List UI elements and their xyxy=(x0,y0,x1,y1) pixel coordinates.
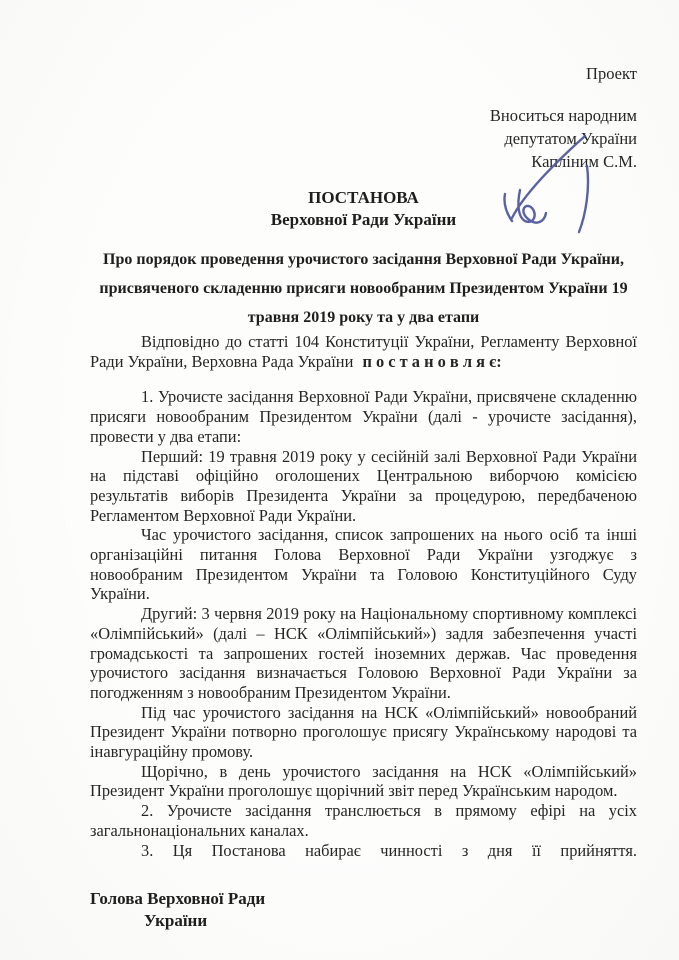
resolution-body xyxy=(90,387,637,860)
body-paragraph-7: 2. Урочисте засідання транслюється в прямому ефірі на усіх загальнонаціональних каналах. xyxy=(90,801,637,840)
body-paragraph-5: Під час урочистого засідання на НСК «Олімпійський» новообраний Президент України потворно проголошує присягу Українському народові та інавгураційну промову. xyxy=(90,702,637,762)
submitter-block xyxy=(90,104,637,173)
resolution-title: Про порядок проведення урочистого засідання Верховної Ради України, присвяченого складенню присяги новообраним Президентом України 19 травня 2019 року та у два етапи xyxy=(99,251,628,326)
resolution-type: ПОСТАНОВА xyxy=(308,188,419,207)
signatory-title-line-1: Голова Верховної Ради xyxy=(90,889,266,909)
body-paragraph-8: 3. Ця Постанова набирає чинності з дня її прийняття. xyxy=(141,840,637,860)
signatory-block xyxy=(90,888,637,932)
signatory-title-line-2: України xyxy=(144,911,208,931)
resolution-heading xyxy=(90,187,637,231)
resolution-issuer: Верховної Ради України xyxy=(270,210,457,229)
body-paragraph-3: Час урочистого засідання, список запрошених на нього осіб та інші організаційні питання Голова Верховної Ради України узгоджує з новообраним Президентом України та Головою Конституційного Суду України. xyxy=(90,525,637,604)
submitter-line-1: Вноситься народним xyxy=(489,106,637,125)
body-paragraph-1: 1. Урочисте засідання Верховної Ради України, присвячене складенню присяги новообраним Президентом України (далі - урочисте засідання), провести у два етапи: xyxy=(90,387,637,446)
body-paragraph-4: Другий: 3 червня 2019 року на Національному спортивному комплексі «Олімпійський» (далі – НСК «Олімпійський») задля забезпечення участі громадськості та запрошених гостей іноземних держав. Час проведення урочистого засідання визначається Головою Верховної Ради України за погодженням з новообраним Президентом України. xyxy=(90,604,637,702)
preamble-paragraph xyxy=(90,332,637,371)
submitter-line-3: Капліним С.М. xyxy=(531,152,637,171)
submitter-line-2: депутатом України xyxy=(504,129,637,148)
body-paragraph-6: Щорічно, в день урочистого засідання на НСК «Олімпійський» Президент України проголошує щорічний звіт перед Українським народом. xyxy=(90,761,637,801)
draft-label: Проект xyxy=(586,64,637,83)
preamble-text: Відповідно до статті 104 Конституції України, Регламенту Верховної Ради України, Верховна Рада України xyxy=(90,332,637,371)
body-paragraph-2: Перший: 19 травня 2019 року у сесійній залі Верховної Ради України на підставі офіційно оголошених Центральною виборчою комісією результатів виборів Президента України за процедурою, передбаченою Регламентом Верховної Ради України. xyxy=(90,446,637,525)
resolves-emphasis: п о с т а н о в л я є: xyxy=(362,351,502,371)
